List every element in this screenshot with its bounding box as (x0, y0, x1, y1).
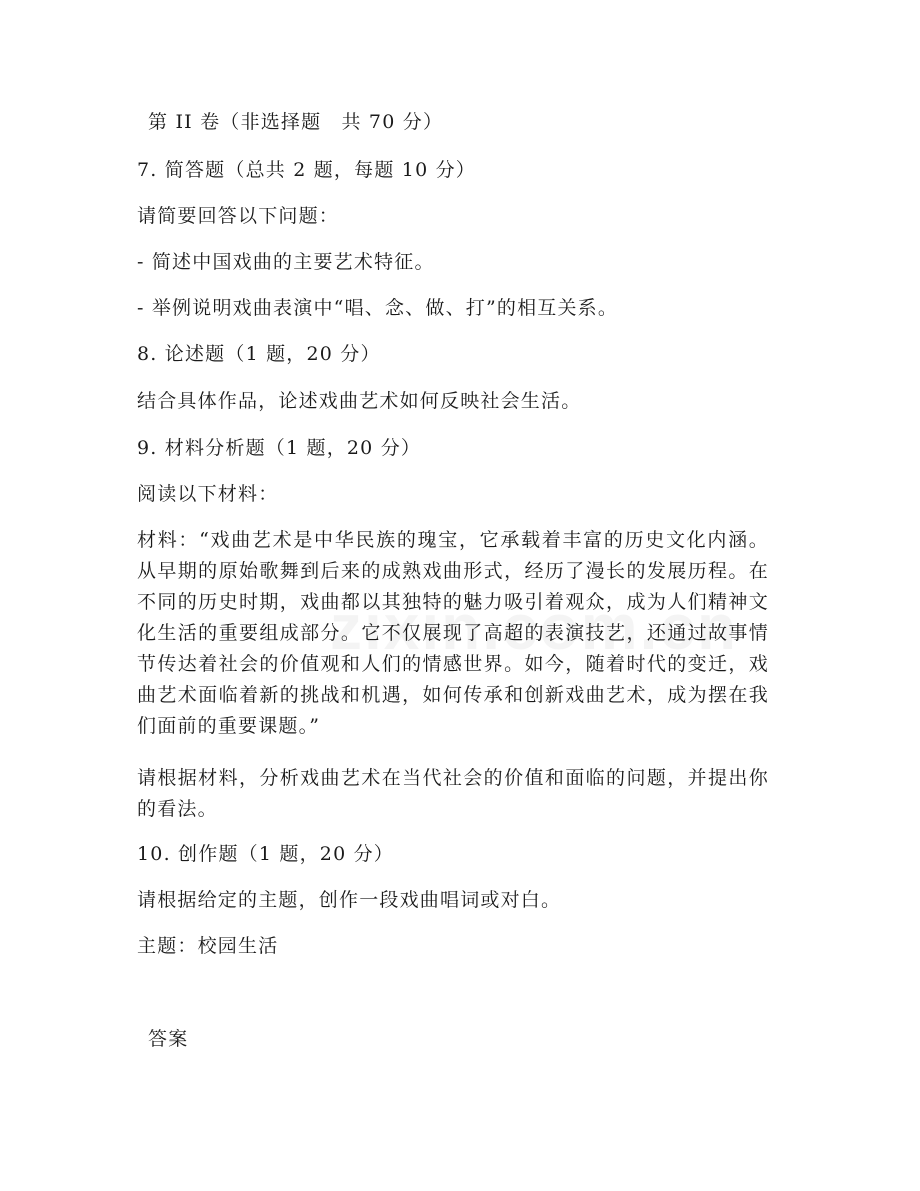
q7-item-1: - 简述中国戏曲的主要艺术特征。 (137, 251, 435, 273)
q9-material: 材料：“戏曲艺术是中华民族的瑰宝，它承载着丰富的历史文化内涵。从早期的原始歌舞到后来的成熟戏曲形式，经历了漫长的发展历程。在不同的历史时期，戏曲都以其独特的魅力吸引着观众，成为人们精神文化生活的重要组成部分。它不仅展现了高超的表演技艺，还通过故事情节传达着社会的价值观和人们的情感世界。如今，随着时代的变迁，戏曲艺术面临着新的挑战和机遇，如何传承和创新戏曲艺术，成为摆在我们面前的重要课题。” (137, 529, 769, 737)
section-title: 第 II 卷（非选择题 共 70 分） (148, 111, 444, 133)
q9-prompt: 阅读以下材料： (137, 483, 279, 505)
answer-heading: 答案 (148, 1028, 189, 1050)
q8-heading: 8. 论述题（1 题，20 分） (137, 343, 381, 365)
q10-heading: 10. 创作题（1 题，20 分） (137, 843, 395, 865)
q7-item-2: - 举例说明戏曲表演中“唱、念、做、打”的相互关系。 (137, 297, 619, 319)
q7-heading: 7. 简答题（总共 2 题，每题 10 分） (137, 159, 476, 181)
q7-prompt: 请简要回答以下问题： (137, 205, 340, 227)
q9-heading: 9. 材料分析题（1 题，20 分） (137, 437, 422, 459)
q10-prompt: 请根据给定的主题，创作一段戏曲唱词或对白。 (137, 889, 562, 911)
q8-prompt: 结合具体作品，论述戏曲艺术如何反映社会生活。 (137, 390, 582, 412)
q9-task: 请根据材料，分析戏曲艺术在当代社会的价值和面临的问题，并提出你的看法。 (137, 767, 769, 820)
q10-theme: 主题：校园生活 (137, 935, 279, 957)
